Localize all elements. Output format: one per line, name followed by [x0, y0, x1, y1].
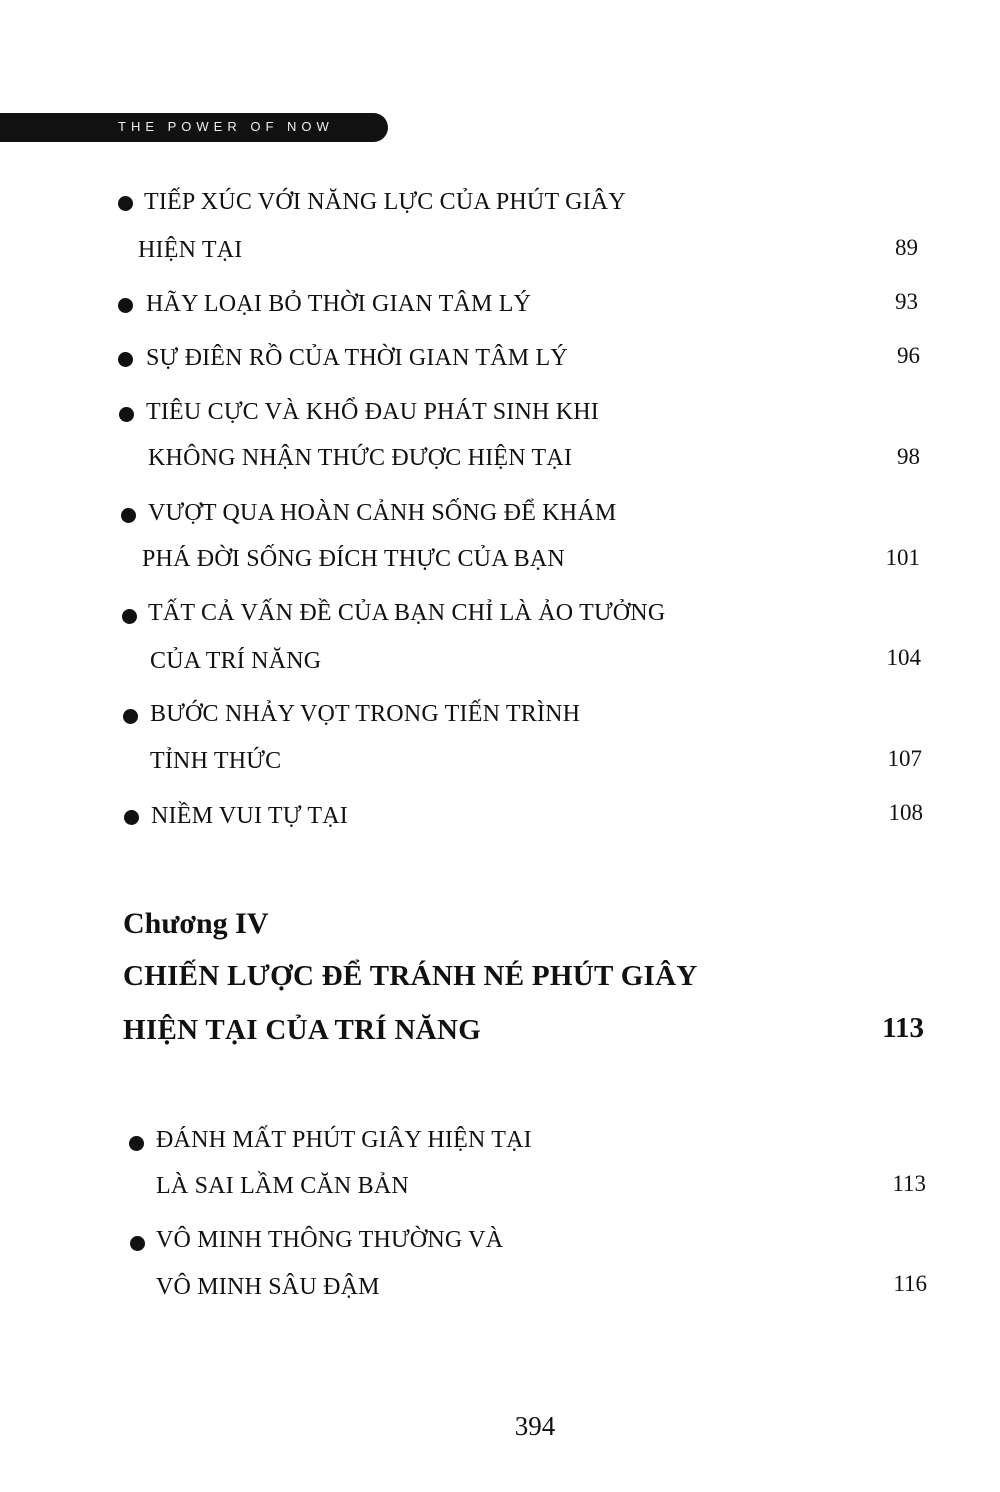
- bullet-icon: [124, 810, 139, 825]
- entry-page-number: 98: [897, 444, 920, 469]
- chapter-title-line: HIỆN TẠI CỦA TRÍ NĂNG: [123, 1014, 482, 1046]
- bullet-icon: [119, 407, 134, 422]
- page-number: 394: [514, 1411, 556, 1441]
- entry-title-line: TIÊU CỰC VÀ KHỔ ĐAU PHÁT SINH KHI: [146, 399, 600, 425]
- entry-page-number: 93: [895, 289, 918, 314]
- bullet-icon: [123, 709, 138, 724]
- bullet-icon: [118, 298, 133, 313]
- entry-title-line: HÃY LOẠI BỎ THỜI GIAN TÂM LÝ: [146, 291, 532, 317]
- entry-title-line: LÀ SAI LẦM CĂN BẢN: [156, 1173, 409, 1199]
- entry-page-number: 89: [895, 235, 918, 260]
- entry-title-line: BƯỚC NHẢY VỌT TRONG TIẾN TRÌNH: [150, 701, 581, 727]
- entry-title-line: TẤT CẢ VẤN ĐỀ CỦA BẠN CHỈ LÀ ẢO TƯỞNG: [148, 600, 666, 626]
- entry-title-line: TỈNH THỨC: [150, 748, 282, 774]
- entry-title-line: SỰ ĐIÊN RỒ CỦA THỜI GIAN TÂM LÝ: [146, 345, 568, 371]
- running-header-banner: [0, 113, 388, 142]
- bullet-icon: [122, 609, 137, 624]
- entry-page-number: 104: [886, 645, 921, 670]
- entry-title-line: NIỀM VUI TỰ TẠI: [151, 803, 348, 829]
- bullet-icon: [121, 508, 136, 523]
- bullet-icon: [129, 1136, 144, 1151]
- bullet-icon: [118, 196, 133, 211]
- entry-title-line: ĐÁNH MẤT PHÚT GIÂY HIỆN TẠI: [156, 1127, 532, 1153]
- entry-page-number: 101: [885, 545, 920, 570]
- entry-page-number: 96: [897, 343, 920, 368]
- running-header-title: THE POWER OF NOW: [118, 119, 334, 134]
- entry-title-line: VÔ MINH SÂU ĐẬM: [156, 1274, 380, 1300]
- entry-page-number: 116: [893, 1271, 927, 1296]
- entry-title-line: PHÁ ĐỜI SỐNG ĐÍCH THỰC CỦA BẠN: [142, 546, 565, 572]
- chapter-page-number: 113: [882, 1012, 924, 1044]
- entry-title-line: VÔ MINH THÔNG THƯỜNG VÀ: [156, 1227, 504, 1253]
- entry-title-line: KHÔNG NHẬN THỨC ĐƯỢC HIỆN TẠI: [148, 445, 573, 471]
- bullet-icon: [118, 352, 133, 367]
- entry-page-number: 113: [892, 1171, 926, 1196]
- entry-title-line: CỦA TRÍ NĂNG: [150, 648, 322, 674]
- chapter-title-line: CHIẾN LƯỢC ĐỂ TRÁNH NÉ PHÚT GIÂY: [123, 960, 698, 992]
- entry-page-number: 107: [887, 746, 922, 771]
- entry-title-line: TIẾP XÚC VỚI NĂNG LỰC CỦA PHÚT GIÂY: [144, 189, 626, 215]
- entry-title-line: VƯỢT QUA HOÀN CẢNH SỐNG ĐỂ KHÁM: [148, 500, 617, 526]
- entry-title-line: HIỆN TẠI: [138, 237, 243, 263]
- bullet-icon: [130, 1236, 145, 1251]
- chapter-label: Chương IV: [123, 907, 269, 940]
- entry-page-number: 108: [888, 800, 923, 825]
